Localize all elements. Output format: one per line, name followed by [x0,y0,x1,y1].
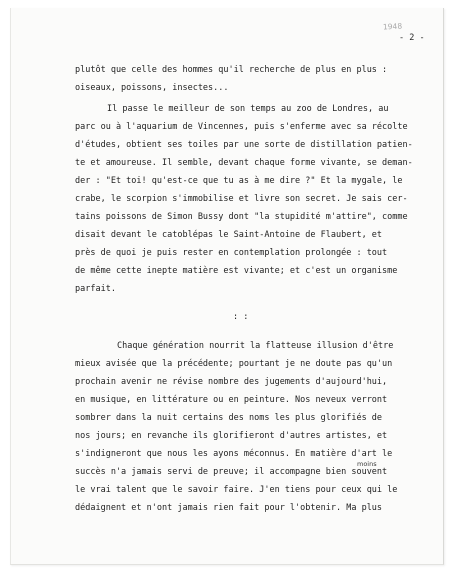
text-line: parc ou à l'aquarium de Vincennes, puis s'enferme avec sa récolte [75,122,408,132]
text-line: le vrai talent que le savoir faire. J'en tiens pour ceux qui le [75,485,398,495]
text-line: s'indigneront que nous les ayons méconnus. En matière d'art le [75,449,393,459]
page-number: - 2 - [399,33,425,43]
text-line: nos jours; en revanche ils glorifieront d'autres artistes, et [75,431,388,441]
text-line: Chaque génération nourrit la flatteuse illusion d'être [117,341,394,351]
pencil-annotation: 1948 [382,21,403,32]
text-line: dédaignent et n'ont jamais rien fait pour l'obtenir. Ma plus [75,503,383,513]
section-separator: : : [233,312,249,322]
text-line: d'études, obtient ses toiles par une sorte de distillation patien- [75,140,413,150]
text-line: crabe, le scorpion s'immobilise et livre son secret. Je sais cer- [75,194,408,204]
text-line: plutôt que celle des hommes qu'il recherche de plus en plus : [75,65,388,75]
text-line: en musique, en littérature ou en peinture. Nos neveux verront [75,395,388,405]
text-line: de même cette inepte matière est vivante; et c'est un organisme [75,266,398,276]
text-line: der : "Et toi! qu'est-ce que tu as à me dire ?" Et la mygale, le [75,176,403,186]
text-line: prochain avenir ne révise nombre des jugements d'aujourd'hui, [75,377,388,387]
typed-page [10,8,444,565]
text-line: Il passe le meilleur de son temps au zoo de Londres, au [107,104,389,114]
text-line: tains poissons de Simon Bussy dont "la stupidité m'attire", comme [75,212,408,222]
text-line: succès n'a jamais servi de preuve; il accompagne bien souvent [75,467,388,477]
text-line: mieux avisée que la précédente; pourtant je ne doute pas qu'un [75,359,393,369]
text-line: oiseaux, poissons, insectes... [75,83,229,93]
handwritten-insertion: moins [357,460,377,468]
text-line: parfait. [75,284,116,294]
text-line: disait devant le catoblépas le Saint-Antoine de Flaubert, et [75,230,383,240]
text-line: te et amoureuse. Il semble, devant chaque forme vivante, se deman- [75,158,413,168]
text-line: sombrer dans la nuit certains des noms les plus glorifiés de [75,413,383,423]
text-line: près de quoi je puis rester en contemplation prolongée : tout [75,248,388,258]
